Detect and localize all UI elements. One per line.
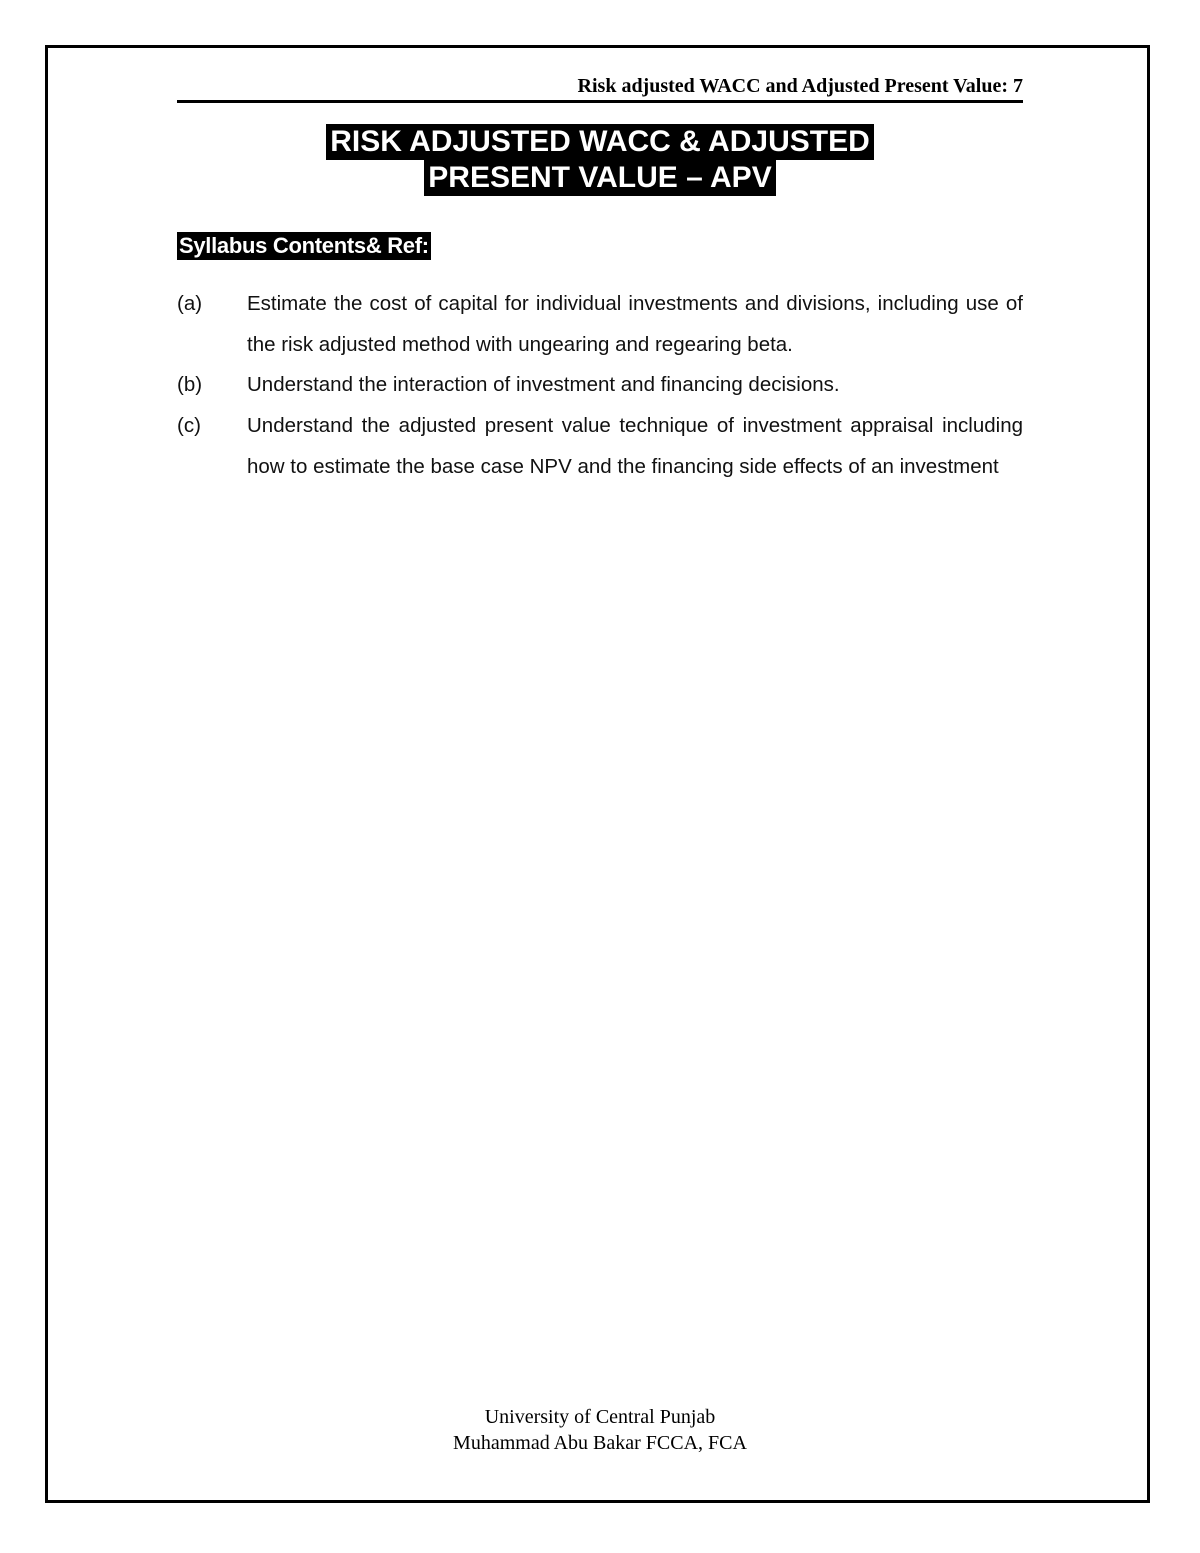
syllabus-item-marker: (b) [177,373,203,397]
running-header-title: Risk adjusted WACC and Adjusted Present Value: 7 [577,75,1023,97]
syllabus-item-text: Understand the interaction of investment and financing decisions. [247,373,840,397]
syllabus-item-a [177,284,1023,365]
page-footer [177,1404,1023,1456]
chapter-title-line-1: RISK ADJUSTED WACC & ADJUSTED [326,124,874,160]
syllabus-item-text: Estimate the cost of capital for individual investments and divisions, including use of the risk adjusted method with ungearing and regearing beta. [247,292,1023,356]
footer-institution: University of Central Punjab [484,1406,716,1428]
syllabus-heading: Syllabus Contents& Ref: [179,233,429,258]
syllabus-list [177,284,1023,488]
running-header [177,72,1023,103]
chapter-title-line-2: PRESENT VALUE – APV [424,160,775,196]
syllabus-item-marker: (c) [177,414,201,438]
syllabus-item-text: Understand the adjusted present value technique of investment appraisal including how to estimate the base case NPV and the financing side effects of an investment [247,414,1023,478]
syllabus-item-b [177,365,1023,406]
syllabus-item-c [177,406,1023,487]
footer-author: Muhammad Abu Bakar FCCA, FCA [453,1432,747,1454]
syllabus-item-marker: (a) [177,292,203,315]
page-border [45,45,1150,1503]
chapter-title [177,124,1023,196]
